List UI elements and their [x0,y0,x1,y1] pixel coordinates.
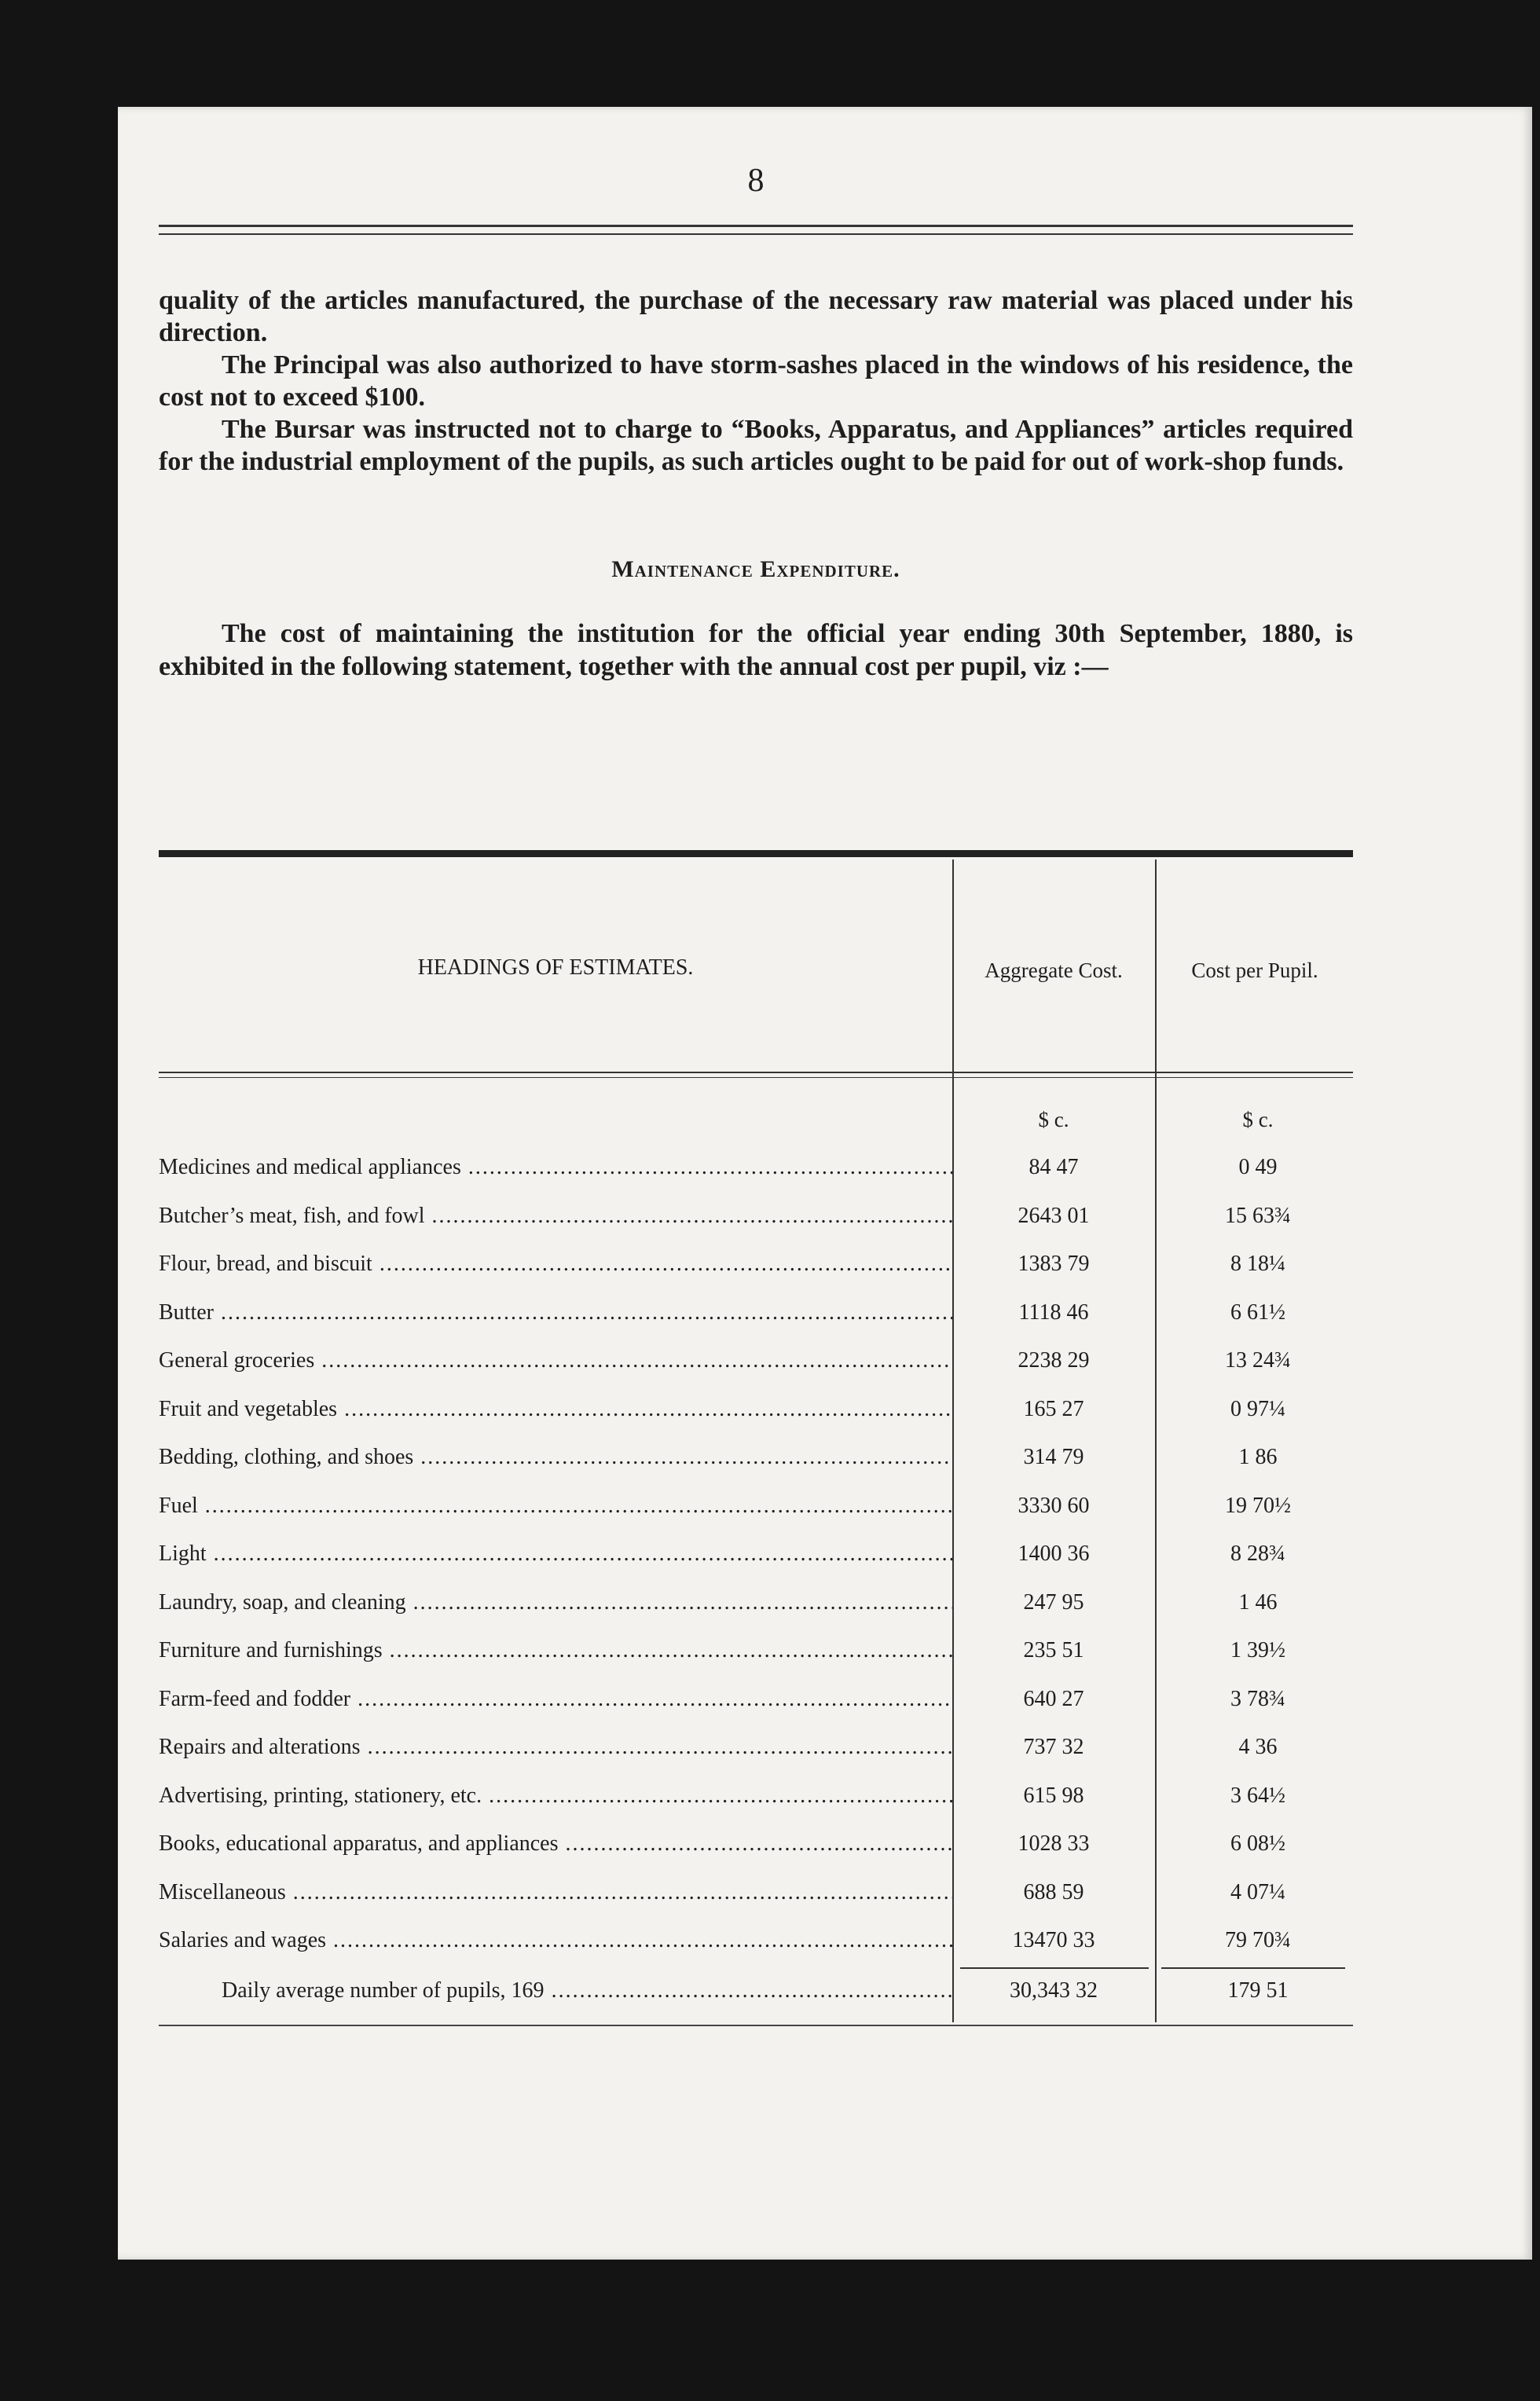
row-label: Furniture and furnishings ..... [159,1638,952,1663]
intro-paragraph: The cost of maintaining the institution for the official year ending 30th September, 1880, is exhibited in the following statement, together with the annual cost per pupil, viz :— [159,619,1353,681]
header-per-pupil: Cost per Pupil. [1191,959,1318,982]
row-aggregate-cost: 1400 36 [1018,1541,1090,1566]
unit-aggregate: $ c. [1038,1108,1069,1131]
row-cost-per-pupil: 4 07¼ [1230,1879,1285,1904]
table-row [159,1590,1353,1639]
row-label: Butcher’s meat, fish, and fowl ..... [159,1204,952,1229]
row-cost-per-pupil: 8 28¾ [1230,1541,1285,1566]
row-aggregate-cost: 1118 46 [1018,1299,1089,1325]
table-row [159,1397,1353,1446]
row-cost-per-pupil: 3 78¾ [1230,1686,1285,1711]
row-cost-per-pupil: 19 70½ [1225,1493,1291,1518]
row-aggregate-cost: 1383 79 [1018,1252,1090,1276]
row-label: Farm-feed and fodder ..... [159,1687,952,1712]
row-aggregate-cost: 2238 29 [1018,1348,1090,1373]
row-cost-per-pupil: 1 39½ [1230,1638,1285,1662]
header-aggregate: Aggregate Cost. [984,959,1123,982]
total-label: Daily average number of pupils, 169 ..... [222,1978,952,2003]
row-aggregate-cost: 314 79 [1023,1445,1084,1469]
row-aggregate-cost: 235 51 [1023,1638,1084,1662]
table-row [159,1348,1353,1397]
row-cost-per-pupil: 15 63¾ [1225,1203,1291,1228]
table-bottom-rule [159,2025,1353,2026]
row-aggregate-cost: 2643 01 [1018,1203,1090,1228]
row-cost-per-pupil: 0 49 [1238,1155,1278,1179]
table-row [159,1783,1353,1832]
total-per-pupil: 179 51 [1227,1978,1289,2003]
row-aggregate-cost: 688 59 [1023,1879,1084,1904]
total-row [159,1978,1353,2027]
document-page [118,107,1532,2260]
row-label: Repairs and alterations ..... [159,1735,952,1760]
table-row [159,1638,1353,1687]
table-row [159,1252,1353,1300]
table-row [159,1541,1353,1590]
row-aggregate-cost: 247 95 [1023,1589,1084,1615]
row-cost-per-pupil: 1 86 [1238,1445,1278,1469]
row-label: Advertising, printing, stationery, etc. ..... [159,1783,952,1809]
total-aggregate: 30,343 32 [1010,1978,1098,2003]
table-row [159,1687,1353,1736]
row-label: Laundry, soap, and cleaning ..... [159,1590,952,1615]
row-aggregate-cost: 640 27 [1023,1686,1084,1711]
table-row [159,1204,1353,1252]
section-heading: Maintenance Expenditure. [611,556,900,582]
row-aggregate-cost: 3330 60 [1018,1493,1090,1518]
row-aggregate-cost: 84 47 [1028,1155,1079,1179]
row-label: Butter ..... [159,1300,952,1325]
table-row [159,1735,1353,1783]
row-label: Books, educational apparatus, and appliances ..... [159,1831,952,1857]
table-row [159,1928,1353,1977]
unit-per-pupil: $ c. [1242,1108,1274,1131]
row-cost-per-pupil: 0 97¼ [1230,1396,1285,1421]
row-aggregate-cost: 615 98 [1023,1783,1084,1808]
page-number: 8 [747,163,764,199]
row-cost-per-pupil: 3 64½ [1230,1783,1285,1808]
header-headings: HEADINGS OF ESTIMATES. [417,955,694,980]
row-cost-per-pupil: 13 24¾ [1225,1348,1291,1373]
row-cost-per-pupil: 8 18¼ [1230,1252,1285,1276]
header-rule [159,225,1353,235]
row-cost-per-pupil: 4 36 [1238,1735,1278,1759]
row-label: Salaries and wages ..... [159,1928,952,1953]
row-cost-per-pupil: 1 46 [1238,1589,1278,1615]
sum-rule [1161,1967,1345,1969]
row-cost-per-pupil: 79 70¾ [1225,1928,1291,1952]
table-row [159,1445,1353,1494]
row-label: Miscellaneous ..... [159,1880,952,1905]
paragraph-1: quality of the articles manufactured, the purchase of the necessary raw material was placed under his direction. [159,286,1353,347]
row-label: General groceries ..... [159,1348,952,1373]
table-row [159,1880,1353,1929]
row-aggregate-cost: 1028 33 [1018,1831,1090,1856]
expenditure-table [159,850,1353,2029]
row-label: Bedding, clothing, and shoes ..... [159,1445,952,1470]
row-aggregate-cost: 13470 33 [1012,1928,1095,1952]
row-cost-per-pupil: 6 08½ [1230,1831,1285,1856]
table-row [159,1300,1353,1349]
row-label: Fruit and vegetables ..... [159,1397,952,1422]
header-rule [159,1072,1353,1078]
paragraph-2: The Principal was also authorized to have storm-sashes placed in the windows of his residence, the cost not to exceed $100. [159,350,1353,412]
row-aggregate-cost: 737 32 [1023,1735,1084,1759]
row-label: Light ..... [159,1541,952,1567]
row-label: Flour, bread, and biscuit ..... [159,1252,952,1277]
table-row [159,1494,1353,1542]
row-label: Medicines and medical appliances ..... [159,1155,952,1180]
row-cost-per-pupil: 6 61½ [1230,1299,1285,1325]
sum-rule [960,1967,1149,1969]
row-label: Fuel ..... [159,1494,952,1519]
row-aggregate-cost: 165 27 [1023,1396,1084,1421]
table-row [159,1831,1353,1880]
table-row [159,1155,1353,1204]
table-top-rule [159,850,1353,857]
paragraph-3: The Bursar was instructed not to charge to “Books, Apparatus, and Appliances” articles required for the industrial employment of the pupils, as such articles ought to be paid for out of work-shop funds. [159,415,1353,476]
